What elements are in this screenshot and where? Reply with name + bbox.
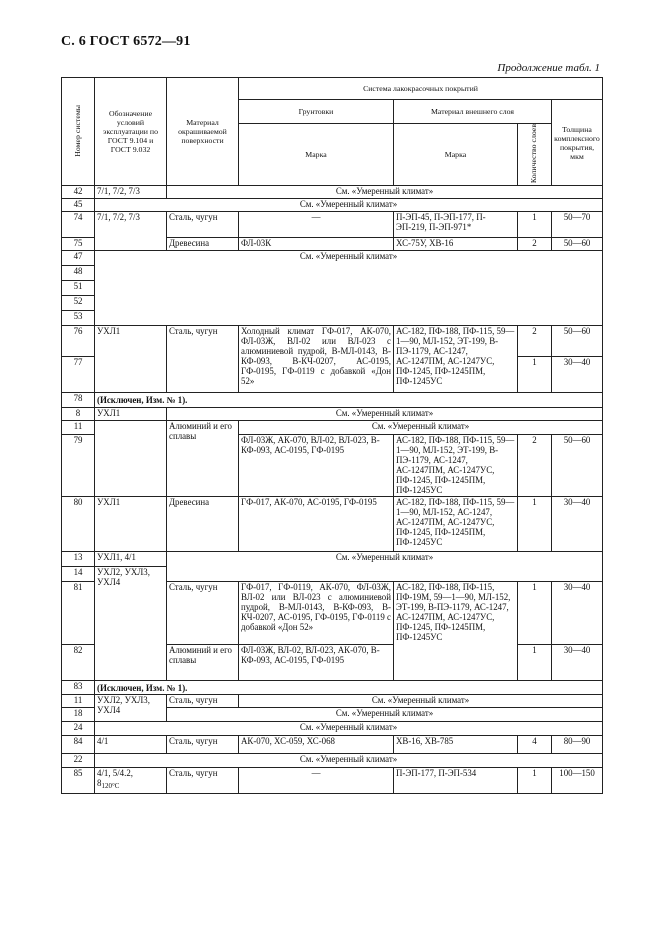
row-material: Сталь, чугун — [167, 736, 239, 754]
row-layers: 2 — [518, 435, 552, 497]
row-outer: П-ЭП-177, П-ЭП-534 — [394, 768, 518, 794]
reference-moderate-climate: См. «Умеренный климат» — [95, 722, 603, 736]
row-thickness: 30—40 — [552, 645, 603, 681]
row-primer: ФЛ-03Ж, ВЛ-02, ВЛ-023, АК-070, В-КФ-093, АС-0195, ГФ-0195 — [239, 645, 394, 681]
reference-moderate-climate: См. «Умеренный климат» — [167, 552, 603, 582]
row-number: 18 — [62, 708, 95, 722]
row-primer: ФЛ-03К — [239, 238, 394, 251]
table-row — [62, 722, 603, 736]
row-outer: АС-182, ПФ-188, ПФ-115, ПФ-19М, 59—1—90, МЛ-152, ЭТ-199, В-ПЭ-1179, АС-1247, АС-1247ПМ, АС-1247УС, ПФ-1245, ПФ-1245ПМ, ПФ-1245УС — [394, 582, 518, 681]
table-row — [62, 212, 603, 238]
row-number: 52 — [62, 296, 95, 311]
row-layers: 4 — [518, 736, 552, 754]
reference-moderate-climate: См. «Умеренный климат» — [239, 421, 603, 435]
table-continuation-label: Продолжение табл. 1 — [497, 62, 600, 74]
row-material: Сталь, чугун — [167, 326, 239, 393]
header-paint-system: Система лакокрасочных покрытий — [239, 78, 603, 100]
row-thickness: 30—40 — [552, 357, 603, 393]
row-conditions: 7/1, 7/2, 7/3 — [95, 186, 167, 199]
excluded-note: (Исключен, Изм. № 1). — [97, 682, 188, 693]
header-material: Материал окрашиваемой поверхности — [167, 78, 239, 186]
row-primer: АК-070, ХС-059, ХС-068 — [239, 736, 394, 754]
row-conditions: УХЛ2, УХЛ3, УХЛ4 — [95, 567, 167, 681]
row-primer: ГФ-017, ГФ-0119, АК-070, ФЛ-03Ж, ВЛ-02 или ВЛ-023 с алюминиевой пудрой, В-МЛ-0143, В-КФ-093, В-КЧ-0207, АС-0195, ГФ-0195, ГФ-0119 с добавкой «Дон 52» — [239, 582, 394, 645]
header-system-number: Номер системы — [62, 78, 95, 186]
row-conditions: УХЛ1, 4/1 — [95, 552, 167, 567]
table-row — [62, 497, 603, 552]
table-row — [62, 186, 603, 199]
row-conditions: 4/1 — [95, 736, 167, 754]
reference-moderate-climate: См. «Умеренный климат» — [167, 408, 603, 421]
row-number: 8 — [62, 408, 95, 421]
row-conditions: УХЛ1 — [95, 326, 167, 393]
row-number: 13 — [62, 552, 95, 567]
row-number: 11 — [62, 695, 95, 708]
row-number: 47 — [62, 251, 95, 266]
row-number: 74 — [62, 212, 95, 238]
row-number: 11 — [62, 421, 95, 435]
row-number: 78 — [62, 393, 95, 408]
conditions-text: 4/1, 5/4.2, — [97, 768, 133, 779]
row-primer: ГФ-017, АК-070, АС-0195, ГФ-0195 — [239, 497, 394, 552]
table-row — [62, 393, 603, 408]
row-thickness: 50—60 — [552, 326, 603, 357]
table-row — [62, 408, 603, 421]
row-number: 83 — [62, 681, 95, 695]
row-material: Алюминий и его сплавы — [167, 421, 239, 497]
reference-moderate-climate: См. «Умеренный климат» — [95, 754, 603, 768]
row-outer: АС-182, ПФ-188, ПФ-115, 59—1—90, МЛ-152, ЭТ-199, В-ПЭ-1179, АС-1247, АС-1247ПМ, АС-1247УС, ПФ-1245, ПФ-1245ПМ, ПФ-1245УС — [394, 326, 518, 393]
row-thickness: 50—60 — [552, 435, 603, 497]
row-conditions: УХЛ2, УХЛ3, УХЛ4 — [95, 695, 167, 722]
row-number: 48 — [62, 266, 95, 281]
row-thickness: 50—70 — [552, 212, 603, 238]
row-primer: — — [239, 768, 394, 794]
table-row — [62, 552, 603, 567]
row-primer: — — [239, 212, 394, 238]
row-layers: 1 — [518, 212, 552, 238]
row-material: Сталь, чугун — [167, 212, 239, 238]
row-conditions — [95, 768, 167, 794]
row-layers: 1 — [518, 645, 552, 681]
reference-moderate-climate: См. «Умеренный климат» — [239, 695, 603, 708]
row-thickness: 30—40 — [552, 582, 603, 645]
row-number: 76 — [62, 326, 95, 357]
row-thickness: 80—90 — [552, 736, 603, 754]
row-number: 79 — [62, 435, 95, 497]
table-row — [62, 768, 603, 794]
row-number: 45 — [62, 199, 95, 212]
row-number: 24 — [62, 722, 95, 736]
table-row — [62, 421, 603, 435]
row-number: 42 — [62, 186, 95, 199]
row-primer: ФЛ-03Ж, АК-070, ВЛ-02, ВЛ-023, В-КФ-093, АС-0195, ГФ-0195 — [239, 435, 394, 497]
row-thickness: 100—150 — [552, 768, 603, 794]
row-material: Сталь, чугун — [167, 768, 239, 794]
row-outer: ХВ-16, ХВ-785 — [394, 736, 518, 754]
conditions-subscript: 120°С — [101, 782, 120, 791]
table-row — [62, 199, 603, 212]
reference-moderate-climate: См. «Умеренный климат» — [95, 199, 603, 212]
table-row — [62, 251, 603, 266]
row-number: 77 — [62, 357, 95, 393]
conditions-main: 8 — [97, 778, 102, 789]
row-outer: ХС-75У, ХВ-16 — [394, 238, 518, 251]
row-number: 81 — [62, 582, 95, 645]
header-primer-brand: Марка — [239, 124, 394, 186]
row-number: 22 — [62, 754, 95, 768]
row-number: 14 — [62, 567, 95, 582]
row-outer: АС-182, ПФ-188, ПФ-115, 59—1—90, МЛ-152, АС-1247, АС-1247ПМ, АС-1247УС, ПФ-1245, ПФ-1245ПМ, ПФ-1245УС — [394, 497, 518, 552]
row-thickness: 30—40 — [552, 497, 603, 552]
header-outer-brand: Марка — [394, 124, 518, 186]
row-material: Древесина — [167, 238, 239, 251]
row-conditions: 7/1, 7/2, 7/3 — [95, 212, 167, 251]
reference-moderate-climate: См. «Умеренный климат» — [167, 708, 603, 722]
row-conditions-empty — [95, 421, 167, 497]
row-conditions: УХЛ1 — [95, 497, 167, 552]
row-number: 82 — [62, 645, 95, 681]
row-layers: 2 — [518, 238, 552, 251]
reference-moderate-climate: См. «Умеренный климат» — [95, 251, 603, 326]
row-number: 53 — [62, 311, 95, 326]
row-outer: П-ЭП-45, П-ЭП-177, П-ЭП-219, П-ЭП-971* — [394, 212, 518, 238]
header-primers: Грунтовки — [239, 100, 394, 124]
reference-moderate-climate: См. «Умеренный климат» — [167, 186, 603, 199]
row-number: 85 — [62, 768, 95, 794]
row-thickness: 50—60 — [552, 238, 603, 251]
coating-systems-table — [61, 77, 603, 794]
table-row — [62, 736, 603, 754]
header-conditions: Обозначение условий эксплуатации по ГОСТ 9.104 и ГОСТ 9.032 — [95, 78, 167, 186]
header-layers: Количество слоев — [518, 124, 552, 186]
row-primer: Холодный климат ГФ-017, АК-070, ФЛ-03Ж, ВЛ-02 или ВЛ-023 с алюминиевой пудрой, В-МЛ-0143, В-КФ-093, В-КЧ-0207, АС-0195, ГФ-0195, ГФ-0119 с добавкой «Дон 52» — [239, 326, 394, 393]
page-header: С. 6 ГОСТ 6572—91 — [61, 34, 191, 49]
row-layers: 1 — [518, 768, 552, 794]
row-material: Сталь, чугун — [167, 695, 239, 708]
header-thickness: Толщина комплексного покрытия, мкм — [552, 100, 603, 186]
row-material: Сталь, чугун — [167, 582, 239, 645]
row-layers: 1 — [518, 497, 552, 552]
table-row — [62, 754, 603, 768]
row-number: 84 — [62, 736, 95, 754]
row-layers: 1 — [518, 582, 552, 645]
table-row — [62, 326, 603, 357]
row-material: Древесина — [167, 497, 239, 552]
header-outer-material: Материал внешнего слоя — [394, 100, 552, 124]
row-conditions: УХЛ1 — [95, 408, 167, 421]
excluded-note: (Исключен, Изм. № 1). — [97, 395, 188, 406]
row-layers: 2 — [518, 326, 552, 357]
row-outer: АС-182, ПФ-188, ПФ-115, 59—1—90, МЛ-152, ЭТ-199, В-ПЭ-1179, АС-1247, АС-1247ПМ, АС-1247УС, ПФ-1245, ПФ-1245ПМ, ПФ-1245УС — [394, 435, 518, 497]
row-number: 80 — [62, 497, 95, 552]
row-number: 75 — [62, 238, 95, 251]
row-layers: 1 — [518, 357, 552, 393]
row-material: Алюминий и его сплавы — [167, 645, 239, 681]
row-number: 51 — [62, 281, 95, 296]
table-row — [62, 681, 603, 695]
table-row — [62, 695, 603, 708]
